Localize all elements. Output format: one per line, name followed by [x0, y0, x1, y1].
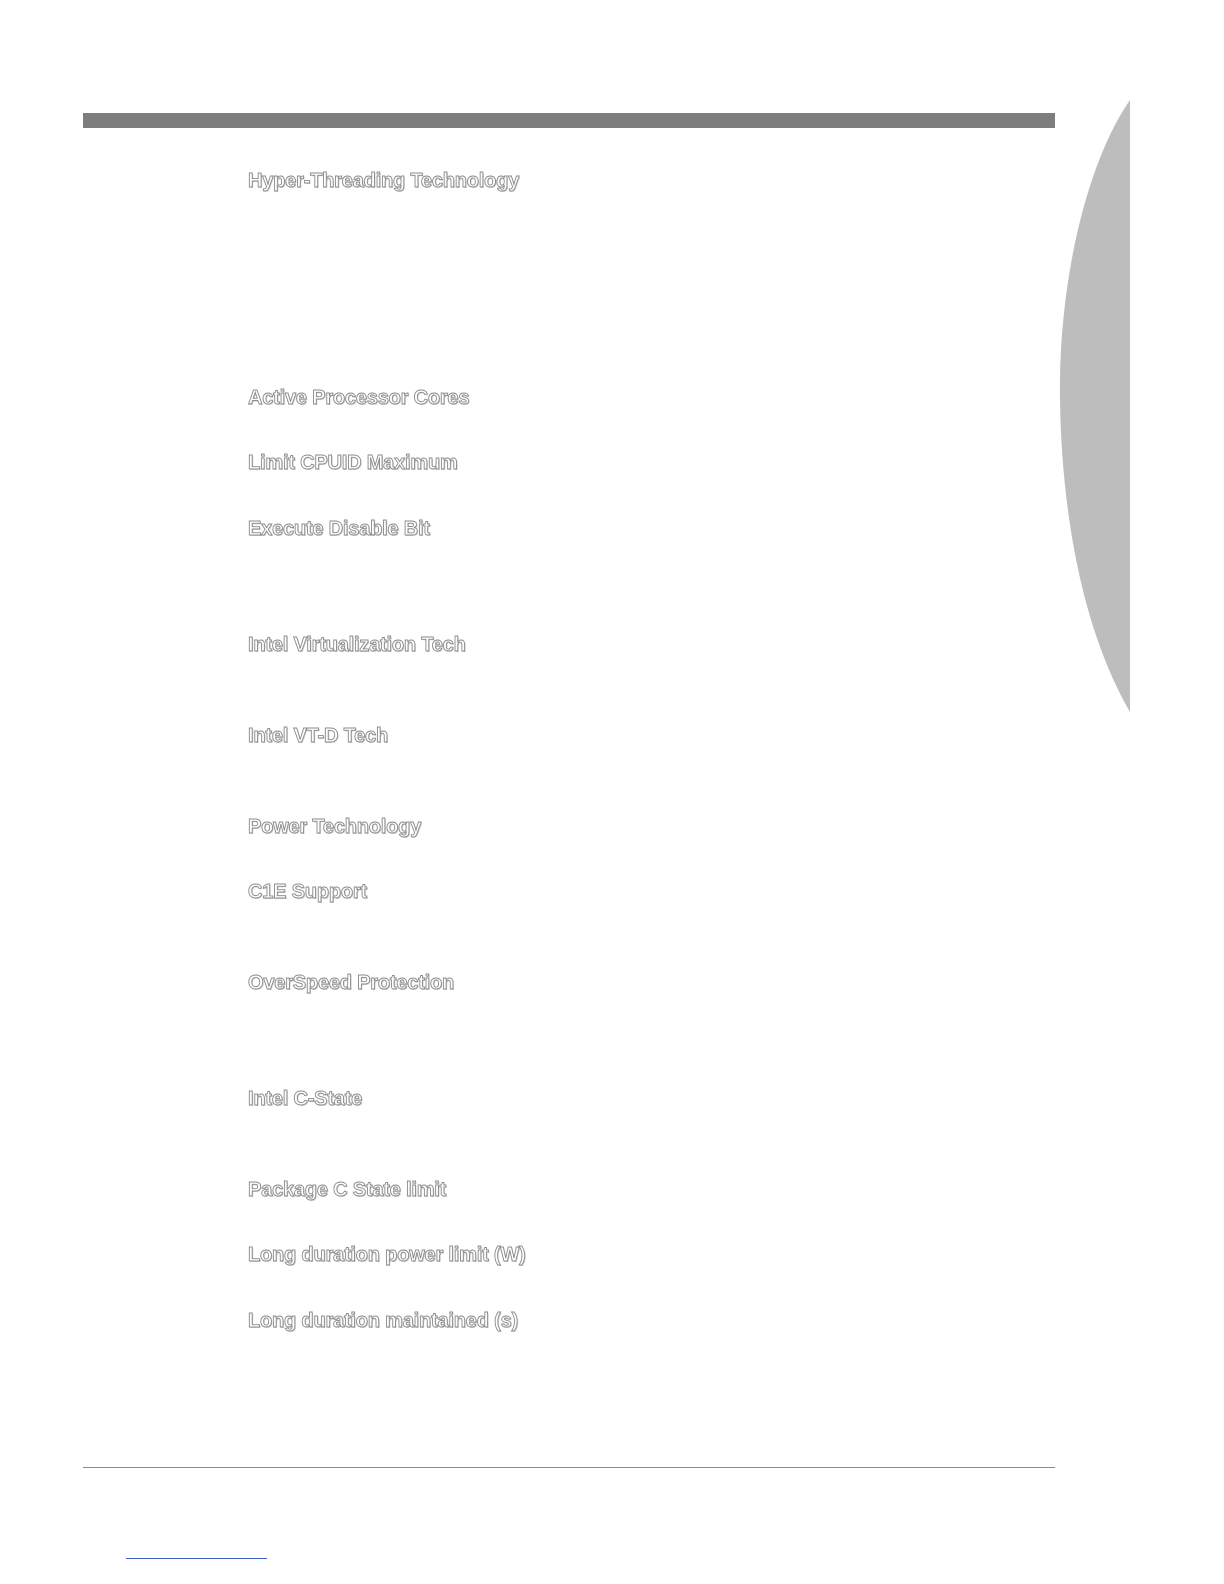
setting-intel-c-state: Intel C-State [248, 1088, 363, 1110]
footer-rule [83, 1467, 1055, 1468]
setting-power-technology: Power Technology [248, 816, 422, 838]
header-bar [83, 113, 1055, 128]
chapter-side-tab [1058, 100, 1130, 720]
setting-intel-vt-d-tech: Intel VT-D Tech [248, 725, 388, 747]
setting-execute-disable-bit: Execute Disable Bit [248, 518, 430, 540]
setting-hyper-threading-technology: Hyper-Threading Technology [248, 170, 520, 192]
setting-package-c-state-limit: Package C State limit [248, 1179, 447, 1201]
footer-link-underline [126, 1558, 267, 1559]
setting-overspeed-protection: OverSpeed Protection [248, 972, 455, 994]
setting-c1e-support: C1E Support [248, 881, 367, 903]
setting-long-duration-power-limit: Long duration power limit (W) [248, 1244, 526, 1266]
setting-intel-virtualization-tech: Intel Virtualization Tech [248, 634, 466, 656]
setting-limit-cpuid-maximum: Limit CPUID Maximum [248, 452, 458, 474]
setting-long-duration-maintained: Long duration maintained (s) [248, 1310, 518, 1332]
setting-active-processor-cores: Active Processor Cores [248, 387, 470, 409]
